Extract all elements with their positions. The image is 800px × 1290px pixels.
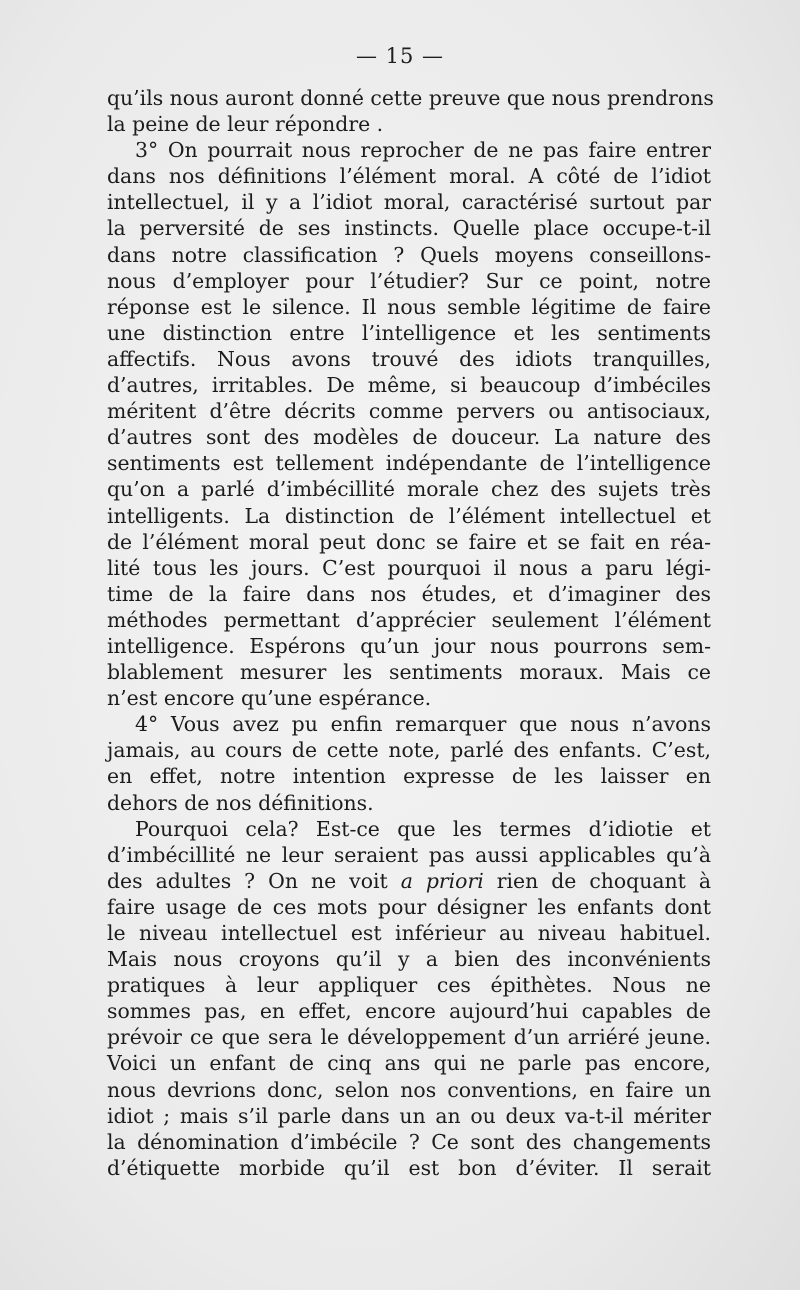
text-line: sentiments est tellement indépendante de l’intelligence bbox=[107, 451, 711, 476]
text-line: de l’élément moral peut donc se faire et se fait en réa- bbox=[107, 529, 711, 554]
text-line: time de la faire dans nos études, et d’imaginer des bbox=[107, 581, 711, 606]
text-line: Pourquoi cela? Est-ce que les termes d’idiotie et bbox=[135, 816, 711, 841]
text-line: en effet, notre intention expresse de les laisser en bbox=[107, 764, 711, 789]
text-line: intelligents. La distinction de l’élément intellectuel et bbox=[107, 503, 711, 528]
text-line: méritent d’être décrits comme pervers ou antisociaux, bbox=[107, 399, 711, 424]
text-line: lité tous les jours. C’est pourquoi il nous a paru légi- bbox=[107, 555, 711, 580]
text-line: qu’ils nous auront donné cette preuve que nous prendrons bbox=[107, 86, 714, 110]
text-line: dehors de nos définitions. bbox=[107, 790, 374, 815]
text-line: d’autres sont des modèles de douceur. La nature des bbox=[107, 425, 711, 450]
text-line: Mais nous croyons qu’il y a bien des inconvénients bbox=[107, 947, 711, 972]
text-line: la peine de leur répondre . bbox=[107, 112, 384, 137]
text-line: d’autres, irritables. De même, si beaucoup d’imbéciles bbox=[107, 373, 711, 398]
text-line: nous devrions donc, selon nos conventions, en faire un bbox=[107, 1077, 711, 1102]
text-line: n’est encore qu’une espérance. bbox=[107, 686, 432, 711]
text-line: 3° On pourrait nous reprocher de ne pas faire entrer bbox=[135, 138, 711, 163]
text-line: réponse est le silence. Il nous semble légitime de faire bbox=[107, 294, 711, 319]
text-line: 4° Vous avez pu enfin remarquer que nous n’avons bbox=[135, 712, 711, 737]
text-line: prévoir ce que sera le développement d’un arriéré jeune. bbox=[107, 1025, 711, 1050]
text-line: la dénomination d’imbécile ? Ce sont des changements bbox=[107, 1129, 711, 1154]
page-number: — 15 — bbox=[355, 44, 445, 68]
text-line: intelligence. Espérons qu’un jour nous pourrons sem- bbox=[107, 633, 711, 658]
text-line: qu’on a parlé d’imbécillité morale chez des sujets très bbox=[107, 477, 711, 502]
text-line: idiot ; mais s’il parle dans un an ou deux va-t-il mériter bbox=[107, 1103, 711, 1128]
text-line: une distinction entre l’intelligence et les sentiments bbox=[107, 320, 711, 345]
text-line: méthodes permettant d’apprécier seulement l’élément bbox=[107, 607, 711, 632]
text-line: dans nos définitions l’élément moral. A côté de l’idiot bbox=[107, 164, 711, 189]
text-line: des adultes ? On ne voit a priori rien de choquant à bbox=[107, 868, 711, 893]
text-line: faire usage de ces mots pour désigner les enfants dont bbox=[107, 894, 711, 919]
text-line: d’imbécillité ne leur seraient pas aussi applicables qu’à bbox=[107, 842, 711, 867]
italic-term: a priori bbox=[400, 868, 484, 893]
text-line: blablement mesurer les sentiments moraux. Mais ce bbox=[107, 660, 711, 685]
text-line: d’étiquette morbide qu’il est bon d’éviter. Il serait bbox=[107, 1155, 711, 1180]
text-line: sommes pas, en effet, encore aujourd’hui capables de bbox=[107, 999, 711, 1024]
text-line: pratiques à leur appliquer ces épithètes. Nous ne bbox=[107, 973, 711, 998]
text-line: nous d’employer pour l’étudier? Sur ce point, notre bbox=[107, 268, 711, 293]
text-line: le niveau intellectuel est inférieur au niveau habituel. bbox=[107, 921, 711, 945]
text-line: dans notre classification ? Quels moyens conseillons- bbox=[107, 242, 711, 267]
body-text bbox=[107, 85, 714, 1181]
text-line: intellectuel, il y a l’idiot moral, caractérisé surtout par bbox=[107, 190, 711, 215]
text-line: affectifs. Nous avons trouvé des idiots tranquilles, bbox=[107, 346, 711, 371]
text-line: jamais, au cours de cette note, parlé des enfants. C’est, bbox=[107, 738, 711, 763]
text-line: la perversité de ses instincts. Quelle place occupe-t-il bbox=[107, 216, 711, 241]
text-line: Voici un enfant de cinq ans qui ne parle pas encore, bbox=[107, 1051, 711, 1076]
